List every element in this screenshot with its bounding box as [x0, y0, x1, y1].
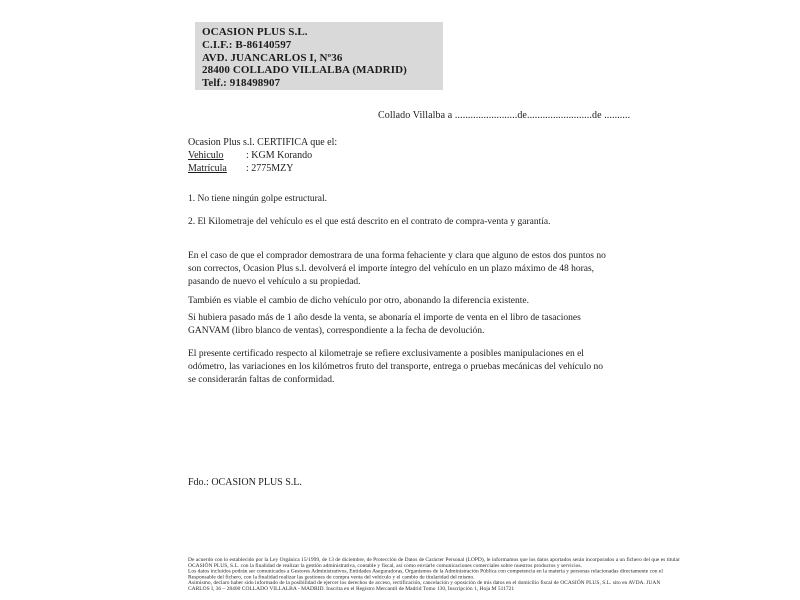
refund-conditions-paragraph	[188, 250, 606, 289]
ganvam-valuation-paragraph	[188, 312, 581, 338]
text-line: Responsable del fichero, con la finalidad realizar las gestiones de compra venta del vehículo y el cambio de titularidad del mismo.	[188, 573, 475, 580]
certification-block	[188, 136, 337, 175]
text-line: CARLOS I, 36 – 28400 COLLADO VILLALBA - MADRID. Inscrita en el Registro Mercantil de Madrid Tomo 130, Inscripción 1, Hoja M 511721	[188, 585, 515, 592]
text-line: Si hubiera pasado más de 1 año desde la venta, se abonaría el importe de venta en el libro de tasaciones	[188, 313, 581, 323]
text-line: Telf.: 918498907	[202, 77, 281, 90]
plate-field	[188, 162, 337, 175]
signature-line: Fdo.: OCASION PLUS S.L.	[188, 477, 302, 488]
text-line: De acuerdo con lo establecido por la Ley Orgánica 15/1999, de 13 de diciembre, de Protección de Datos de Carácter Personal (LOPD), le informamos que los datos aportados serán incorporados a un fichero del que es titular	[188, 556, 680, 563]
text-line: OCASION PLUS S.L.	[202, 26, 308, 38]
legal-fine-print	[188, 556, 680, 592]
date-fill-in-line: Collado Villalba a ........................de.........................de ..........	[378, 110, 631, 121]
vehicle-field-value: : KGM Korando	[246, 150, 313, 161]
text-line: También es viable el cambio de dicho vehículo por otro, abonando la diferencia existente.	[188, 296, 529, 306]
text-line: El presente certificado respecto al kilometraje se refiere exclusivamente a posibles manipulaciones en el	[188, 349, 584, 359]
text-line: odómetro, las variaciones en los kilómetros fruto del transporte, entrega o pruebas mecánicas del vehículo no	[188, 362, 603, 372]
text-line: se considerarán faltas de conformidad.	[188, 375, 335, 385]
text-line: GANVAM (libro blanco de ventas), correspondiente a la fecha de devolución.	[188, 326, 485, 336]
text-line: C.I.F.: B-86140597	[202, 38, 292, 51]
text-line: AVD. JUANCARLOS I, Nº36	[202, 51, 343, 64]
exchange-option-paragraph	[188, 295, 529, 308]
text-line: Asimismo, declaro haber sido informado de la posibilidad de ejercer los derechos de acceso, rectificación, cancelación y oposición de mis datos en el domicilio fiscal de OCASIÓN PLUS, S.L. sito en AVDA. JUAN	[188, 579, 661, 586]
company-header-block	[195, 22, 443, 90]
odometer-disclaimer-paragraph	[188, 348, 603, 387]
text-line: pasando de nuevo el vehículo a su propiedad.	[188, 277, 361, 287]
text-line: son correctos, Ocasion Plus s.l. devolverá el importe íntegro del vehículo en un plazo máximo de 48 horas,	[188, 264, 595, 274]
text-line: En el caso de que el comprador demostrara de una forma fehaciente y clara que alguno de estos dos puntos no	[188, 251, 606, 261]
vehicle-field	[188, 149, 337, 162]
plate-field-value: : 2775MZY	[246, 163, 294, 174]
text-line: Los datos incluidos podrán ser comunicados a Gestores Administrativos, Entidades Aseguradoras, Organismos de la Administración Pública con competencia en la materia y personas relacionadas directamente con el	[188, 568, 663, 575]
plate-field-label: Matrícula	[188, 163, 227, 174]
text-line: 28400 COLLADO VILLALBA (MADRID)	[202, 64, 407, 77]
certified-point-1: 1. No tiene ningún golpe estructural.	[188, 194, 328, 204]
vehicle-field-label: Vehiculo	[188, 150, 224, 161]
certify-intro-text: Ocasion Plus s.l. CERTIFICA que el:	[188, 137, 338, 148]
certified-point-2: 2. El Kilometraje del vehículo es el que está descrito en el contrato de compra-venta y garantía.	[188, 217, 551, 227]
text-line: OCASIÓN PLUS, S.L. con la finalidad de realizar la gestión administrativa, contable y fiscal, así como enviarle comunicaciones comerciales sobre nuestros productos y servicios.	[188, 562, 582, 569]
